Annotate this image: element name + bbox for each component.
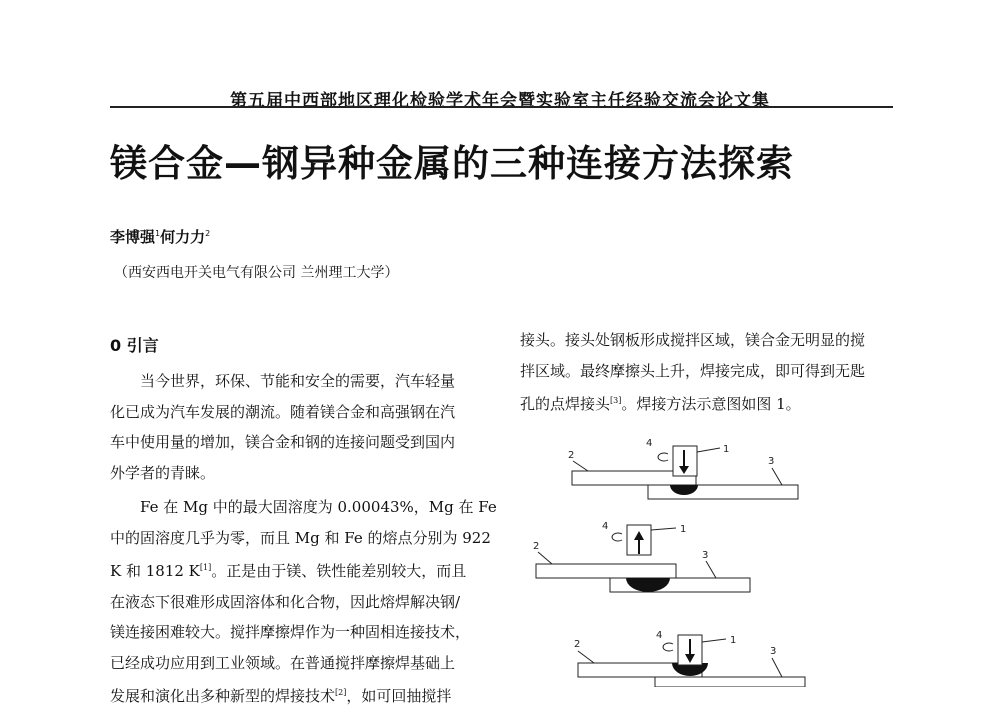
author-line	[110, 226, 210, 247]
stage-3	[574, 630, 805, 687]
label-lower-plate: 3	[768, 456, 775, 467]
stage-2	[533, 521, 750, 592]
header-rule	[110, 106, 893, 108]
citation: [3]	[610, 396, 622, 405]
text-line	[520, 386, 905, 420]
text-line	[110, 678, 490, 712]
left-column-text	[110, 366, 497, 712]
weld-diagram-figure	[520, 430, 820, 687]
label-lower-plate: 3	[702, 550, 709, 561]
text-span: 。正是由于镁、铁性能差别较大，而且	[211, 562, 467, 580]
affiliation: （西安西电开关电气有限公司 兰州理工大学）	[114, 265, 399, 281]
citation: [2]	[335, 688, 347, 697]
author-affiliation-mark: 1	[155, 229, 161, 238]
rotation-arrow-icon	[663, 643, 673, 651]
upper-plate	[536, 564, 676, 578]
section-heading	[110, 333, 159, 356]
text-line: 车中使用量的增加，镁合金和钢的连接问题受到国内	[110, 433, 456, 451]
citation: [1]	[199, 563, 212, 572]
label-tool: 1	[680, 524, 687, 535]
text-span: 孔的点焊接头	[520, 395, 611, 413]
section-number: 0	[110, 336, 122, 355]
text-span: ，如可回抽搅拌	[346, 687, 452, 705]
author-affiliation-mark: 2	[205, 229, 211, 238]
text-line	[110, 553, 490, 587]
text-span: 发展和演化出多种新型的焊接技术	[110, 687, 336, 705]
label-rotation: 4	[656, 630, 663, 641]
label-upper-plate: 2	[533, 541, 540, 552]
paper-title: 镁合金—钢异种金属的三种连接方法探索	[110, 142, 794, 185]
label-tool: 1	[730, 635, 737, 646]
rotation-arrow-icon	[658, 453, 668, 461]
text-line: 镁连接困难较大。搅拌摩擦焊作为一种固相连接技术，	[110, 623, 471, 641]
rotation-arrow-icon	[612, 533, 622, 541]
right-column-text	[520, 325, 905, 420]
running-header: 第五届中西部地区理化检验学术年会暨实验室主任经验交流会论文集	[230, 91, 770, 111]
text-span: 。焊接方法示意图如图 1。	[621, 395, 801, 413]
label-upper-plate: 2	[568, 450, 575, 461]
stage-1	[568, 438, 798, 499]
label-tool: 1	[723, 444, 730, 455]
text-line: 中的固溶度几乎为零，而且 Mg 和 Fe 的熔点分别为 922	[110, 528, 491, 547]
section-title: 引言	[126, 336, 159, 355]
text-span: K 和 1812 K	[110, 562, 200, 580]
label-upper-plate: 2	[574, 639, 581, 650]
text-line: 化已成为汽车发展的潮流。随着镁合金和高强钢在汽	[110, 402, 456, 421]
author-name: 李博强	[110, 228, 156, 246]
text-line: 接头。接头处钢板形成搅拌区域，镁合金无明显的搅	[520, 331, 866, 349]
label-lower-plate: 3	[770, 646, 777, 657]
text-line: 已经成功应用到工业领域。在普通搅拌摩擦焊基础上	[110, 653, 456, 672]
text-line: 拌区域。最终摩擦头上升，焊接完成，即可得到无匙	[520, 361, 866, 380]
text-line: Fe 在 Mg 中的最大固溶度为 0.00043%，Mg 在 Fe	[110, 498, 497, 516]
stir-zone	[670, 485, 698, 495]
stir-zone	[626, 578, 670, 592]
text-line: 当今世界，环保、节能和安全的需要，汽车轻量	[110, 372, 456, 390]
text-line: 外学者的青睐。	[110, 463, 216, 482]
author-name: 何力力	[160, 228, 206, 246]
text-line: 在液态下很难形成固溶体和化合物，因此熔焊解决钢/	[110, 592, 461, 611]
label-rotation: 4	[602, 521, 609, 532]
lower-plate	[655, 677, 805, 687]
label-rotation: 4	[646, 438, 653, 449]
